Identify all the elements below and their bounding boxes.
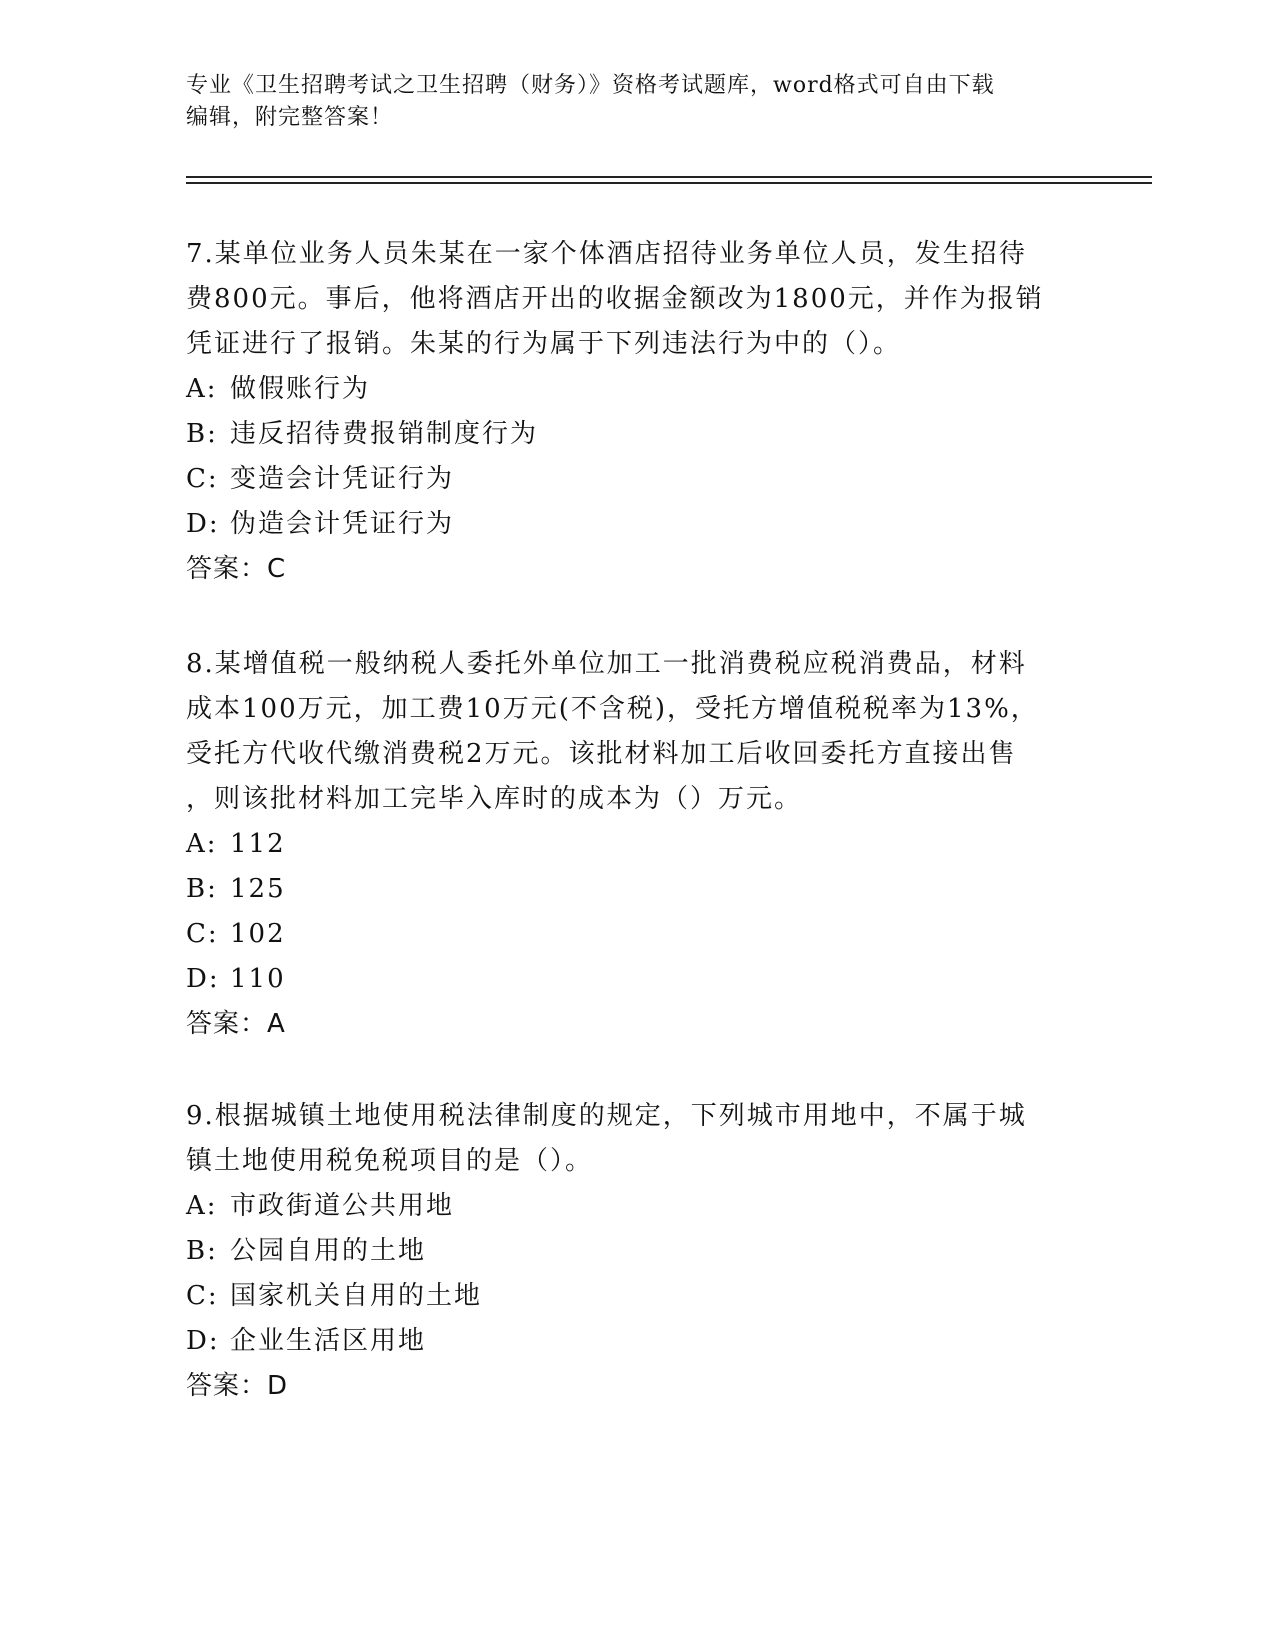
question-text-line: 9.根据城镇土地使用税法律制度的规定，下列城市用地中，不属于城: [186, 1101, 1027, 1131]
answer-label: 答案：C: [186, 554, 287, 584]
header-line-1: 专业《卫生招聘考试之卫生招聘（财务）》资格考试题库，word格式可自由下载: [186, 73, 995, 98]
option-letter: B:: [186, 419, 218, 449]
question-text-line: ，则该批材料加工完毕入库时的成本为（）万元。: [186, 784, 803, 814]
option-letter: D:: [186, 1326, 220, 1356]
question-text-line: 凭证进行了报销。朱某的行为属于下列违法行为中的（）。: [186, 329, 902, 359]
option-b: [186, 412, 1086, 457]
option-text: 违反招待费报销制度行为: [230, 419, 539, 449]
header-line-2: 编辑，附完整答案！: [186, 105, 394, 130]
option-text: 变造会计凭证行为: [230, 464, 455, 494]
header-divider-bottom: [186, 182, 1152, 184]
option-letter: C:: [186, 1281, 219, 1311]
question-text-line: 7.某单位业务人员朱某在一家个体酒店招待业务单位人员，发生招待: [186, 239, 1027, 269]
header-divider-top: [186, 176, 1152, 178]
option-d: [186, 957, 1086, 1002]
option-b: [186, 867, 1086, 912]
option-letter: A:: [186, 829, 218, 859]
question-text-line: 8.某增值税一般纳税人委托外单位加工一批消费税应税消费品，材料: [186, 649, 1027, 679]
question-text-line: 受托方代收代缴消费税2万元。该批材料加工后收回委托方直接出售: [186, 739, 1017, 769]
option-b: [186, 1229, 1086, 1274]
answer-label: 答案：A: [186, 1009, 286, 1039]
option-text: 112: [230, 829, 286, 859]
option-letter: A:: [186, 1191, 218, 1221]
option-letter: A:: [186, 374, 218, 404]
question-text-line: 镇土地使用税免税项目的是（）。: [186, 1146, 594, 1176]
option-text: 公园自用的土地: [230, 1236, 427, 1266]
option-d: [186, 1319, 1086, 1364]
question-8: [186, 642, 1086, 1047]
option-a: [186, 822, 1086, 867]
option-text: 110: [230, 964, 286, 994]
option-letter: D:: [186, 964, 220, 994]
option-letter: C:: [186, 464, 219, 494]
option-text: 伪造会计凭证行为: [230, 509, 455, 539]
option-letter: D:: [186, 509, 220, 539]
option-a: [186, 1184, 1086, 1229]
question-text-line: 费800元。事后，他将酒店开出的收据金额改为1800元，并作为报销: [186, 284, 1044, 314]
option-text: 企业生活区用地: [230, 1326, 427, 1356]
option-c: [186, 457, 1086, 502]
option-letter: B:: [186, 1236, 218, 1266]
option-text: 做假账行为: [230, 374, 371, 404]
question-text-line: 成本100万元，加工费10万元(不含税)，受托方增值税税率为13%，: [186, 694, 1039, 724]
option-text: 市政街道公共用地: [230, 1191, 455, 1221]
option-letter: B:: [186, 874, 218, 904]
document-header: [186, 70, 1086, 134]
option-c: [186, 1274, 1086, 1319]
option-a: [186, 367, 1086, 412]
option-text: 102: [230, 919, 286, 949]
option-letter: C:: [186, 919, 219, 949]
option-c: [186, 912, 1086, 957]
option-d: [186, 502, 1086, 547]
question-9: [186, 1094, 1086, 1409]
option-text: 125: [230, 874, 286, 904]
option-text: 国家机关自用的土地: [230, 1281, 483, 1311]
question-7: [186, 232, 1086, 592]
answer-label: 答案：D: [186, 1371, 289, 1401]
